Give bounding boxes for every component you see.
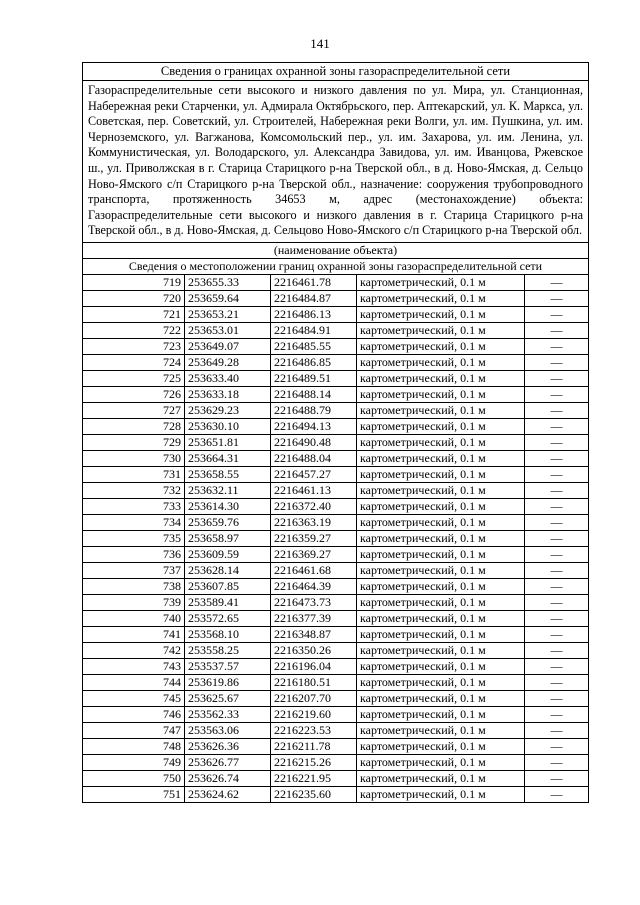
point-number-cell: 721 bbox=[83, 306, 185, 322]
x-coordinate-cell: 253568.10 bbox=[185, 626, 271, 642]
note-cell: — bbox=[525, 514, 589, 530]
table-row bbox=[83, 482, 589, 498]
x-coordinate-cell: 253607.85 bbox=[185, 578, 271, 594]
method-cell: картометрический, 0.1 м bbox=[357, 738, 525, 754]
point-number-cell: 725 bbox=[83, 370, 185, 386]
point-number-cell: 748 bbox=[83, 738, 185, 754]
point-number-cell: 719 bbox=[83, 274, 185, 290]
point-number-cell: 746 bbox=[83, 706, 185, 722]
x-coordinate-cell: 253626.36 bbox=[185, 738, 271, 754]
table-row bbox=[83, 402, 589, 418]
y-coordinate-cell: 2216488.79 bbox=[271, 402, 357, 418]
method-cell: картометрический, 0.1 м bbox=[357, 658, 525, 674]
point-number-cell: 730 bbox=[83, 450, 185, 466]
y-coordinate-cell: 2216377.39 bbox=[271, 610, 357, 626]
x-coordinate-cell: 253619.86 bbox=[185, 674, 271, 690]
x-coordinate-cell: 253630.10 bbox=[185, 418, 271, 434]
x-coordinate-cell: 253651.81 bbox=[185, 434, 271, 450]
point-number-cell: 734 bbox=[83, 514, 185, 530]
method-cell: картометрический, 0.1 м bbox=[357, 322, 525, 338]
x-coordinate-cell: 253609.59 bbox=[185, 546, 271, 562]
table-row bbox=[83, 594, 589, 610]
point-number-cell: 750 bbox=[83, 770, 185, 786]
method-cell: картометрический, 0.1 м bbox=[357, 274, 525, 290]
method-cell: картометрический, 0.1 м bbox=[357, 354, 525, 370]
x-coordinate-cell: 253633.18 bbox=[185, 386, 271, 402]
y-coordinate-cell: 2216211.78 bbox=[271, 738, 357, 754]
page-number: 141 bbox=[310, 36, 330, 51]
method-cell: картометрический, 0.1 м bbox=[357, 306, 525, 322]
y-coordinate-cell: 2216486.85 bbox=[271, 354, 357, 370]
boundary-table bbox=[82, 62, 589, 803]
table-row bbox=[83, 786, 589, 802]
method-cell: картометрический, 0.1 м bbox=[357, 722, 525, 738]
note-cell: — bbox=[525, 338, 589, 354]
y-coordinate-cell: 2216489.51 bbox=[271, 370, 357, 386]
y-coordinate-cell: 2216221.95 bbox=[271, 770, 357, 786]
note-cell: — bbox=[525, 578, 589, 594]
location-header: Сведения о местоположении границ охранной зоны газораспределительной сети bbox=[83, 258, 589, 274]
point-number-cell: 722 bbox=[83, 322, 185, 338]
x-coordinate-cell: 253572.65 bbox=[185, 610, 271, 626]
y-coordinate-cell: 2216461.13 bbox=[271, 482, 357, 498]
point-number-cell: 720 bbox=[83, 290, 185, 306]
point-number-cell: 741 bbox=[83, 626, 185, 642]
table-row bbox=[83, 322, 589, 338]
method-cell: картометрический, 0.1 м bbox=[357, 450, 525, 466]
table-row bbox=[83, 354, 589, 370]
x-coordinate-cell: 253653.01 bbox=[185, 322, 271, 338]
method-cell: картометрический, 0.1 м bbox=[357, 498, 525, 514]
table-row bbox=[83, 290, 589, 306]
note-cell: — bbox=[525, 498, 589, 514]
method-cell: картометрический, 0.1 м bbox=[357, 610, 525, 626]
table-row bbox=[83, 306, 589, 322]
point-number-cell: 731 bbox=[83, 466, 185, 482]
point-number-cell: 749 bbox=[83, 754, 185, 770]
note-cell: — bbox=[525, 386, 589, 402]
point-number-cell: 747 bbox=[83, 722, 185, 738]
note-cell: — bbox=[525, 738, 589, 754]
method-cell: картометрический, 0.1 м bbox=[357, 578, 525, 594]
note-cell: — bbox=[525, 754, 589, 770]
method-cell: картометрический, 0.1 м bbox=[357, 562, 525, 578]
x-coordinate-cell: 253649.07 bbox=[185, 338, 271, 354]
y-coordinate-cell: 2216215.26 bbox=[271, 754, 357, 770]
note-cell: — bbox=[525, 642, 589, 658]
table-row bbox=[83, 754, 589, 770]
point-number-cell: 726 bbox=[83, 386, 185, 402]
x-coordinate-cell: 253537.57 bbox=[185, 658, 271, 674]
x-coordinate-cell: 253653.21 bbox=[185, 306, 271, 322]
method-cell: картометрический, 0.1 м bbox=[357, 754, 525, 770]
note-cell: — bbox=[525, 658, 589, 674]
note-cell: — bbox=[525, 306, 589, 322]
object-caption-row bbox=[83, 242, 589, 258]
note-cell: — bbox=[525, 466, 589, 482]
table-row bbox=[83, 370, 589, 386]
method-cell: картометрический, 0.1 м bbox=[357, 530, 525, 546]
table-row bbox=[83, 562, 589, 578]
method-cell: картометрический, 0.1 м bbox=[357, 674, 525, 690]
y-coordinate-cell: 2216461.78 bbox=[271, 274, 357, 290]
point-number-cell: 743 bbox=[83, 658, 185, 674]
point-number-cell: 742 bbox=[83, 642, 185, 658]
x-coordinate-cell: 253659.76 bbox=[185, 514, 271, 530]
x-coordinate-cell: 253626.77 bbox=[185, 754, 271, 770]
table-row bbox=[83, 498, 589, 514]
point-number-cell: 751 bbox=[83, 786, 185, 802]
y-coordinate-cell: 2216484.87 bbox=[271, 290, 357, 306]
table-title: Сведения о границах охранной зоны газораспределительной сети bbox=[83, 63, 589, 81]
x-coordinate-cell: 253628.14 bbox=[185, 562, 271, 578]
note-cell: — bbox=[525, 562, 589, 578]
table-row bbox=[83, 610, 589, 626]
y-coordinate-cell: 2216490.48 bbox=[271, 434, 357, 450]
y-coordinate-cell: 2216180.51 bbox=[271, 674, 357, 690]
method-cell: картометрический, 0.1 м bbox=[357, 690, 525, 706]
y-coordinate-cell: 2216488.14 bbox=[271, 386, 357, 402]
point-number-cell: 727 bbox=[83, 402, 185, 418]
point-number-cell: 729 bbox=[83, 434, 185, 450]
point-number-cell: 723 bbox=[83, 338, 185, 354]
point-number-cell: 744 bbox=[83, 674, 185, 690]
y-coordinate-cell: 2216486.13 bbox=[271, 306, 357, 322]
method-cell: картометрический, 0.1 м bbox=[357, 466, 525, 482]
method-cell: картометрический, 0.1 м bbox=[357, 546, 525, 562]
table-row bbox=[83, 338, 589, 354]
note-cell: — bbox=[525, 786, 589, 802]
x-coordinate-cell: 253658.97 bbox=[185, 530, 271, 546]
table-row bbox=[83, 722, 589, 738]
table-title-row bbox=[83, 63, 589, 81]
table-row bbox=[83, 578, 589, 594]
x-coordinate-cell: 253664.31 bbox=[185, 450, 271, 466]
note-cell: — bbox=[525, 322, 589, 338]
y-coordinate-cell: 2216196.04 bbox=[271, 658, 357, 674]
x-coordinate-cell: 253614.30 bbox=[185, 498, 271, 514]
note-cell: — bbox=[525, 674, 589, 690]
table-row bbox=[83, 690, 589, 706]
table-row bbox=[83, 626, 589, 642]
x-coordinate-cell: 253589.41 bbox=[185, 594, 271, 610]
method-cell: картометрический, 0.1 м bbox=[357, 626, 525, 642]
y-coordinate-cell: 2216461.68 bbox=[271, 562, 357, 578]
object-description-row bbox=[83, 81, 589, 243]
method-cell: картометрический, 0.1 м bbox=[357, 594, 525, 610]
point-number-cell: 737 bbox=[83, 562, 185, 578]
method-cell: картометрический, 0.1 м bbox=[357, 434, 525, 450]
method-cell: картометрический, 0.1 м bbox=[357, 786, 525, 802]
point-number-cell: 733 bbox=[83, 498, 185, 514]
y-coordinate-cell: 2216372.40 bbox=[271, 498, 357, 514]
y-coordinate-cell: 2216348.87 bbox=[271, 626, 357, 642]
method-cell: картометрический, 0.1 м bbox=[357, 418, 525, 434]
note-cell: — bbox=[525, 418, 589, 434]
note-cell: — bbox=[525, 482, 589, 498]
table-row bbox=[83, 466, 589, 482]
x-coordinate-cell: 253625.67 bbox=[185, 690, 271, 706]
point-number-cell: 745 bbox=[83, 690, 185, 706]
y-coordinate-cell: 2216235.60 bbox=[271, 786, 357, 802]
y-coordinate-cell: 2216219.60 bbox=[271, 706, 357, 722]
note-cell: — bbox=[525, 610, 589, 626]
y-coordinate-cell: 2216457.27 bbox=[271, 466, 357, 482]
x-coordinate-cell: 253658.55 bbox=[185, 466, 271, 482]
table-row bbox=[83, 642, 589, 658]
note-cell: — bbox=[525, 402, 589, 418]
x-coordinate-cell: 253659.64 bbox=[185, 290, 271, 306]
x-coordinate-cell: 253655.33 bbox=[185, 274, 271, 290]
point-number-cell: 738 bbox=[83, 578, 185, 594]
y-coordinate-cell: 2216464.39 bbox=[271, 578, 357, 594]
x-coordinate-cell: 253624.62 bbox=[185, 786, 271, 802]
table-row bbox=[83, 706, 589, 722]
note-cell: — bbox=[525, 274, 589, 290]
point-number-cell: 739 bbox=[83, 594, 185, 610]
table-row bbox=[83, 658, 589, 674]
y-coordinate-cell: 2216485.55 bbox=[271, 338, 357, 354]
x-coordinate-cell: 253558.25 bbox=[185, 642, 271, 658]
y-coordinate-cell: 2216484.91 bbox=[271, 322, 357, 338]
y-coordinate-cell: 2216359.27 bbox=[271, 530, 357, 546]
method-cell: картометрический, 0.1 м bbox=[357, 386, 525, 402]
table-row bbox=[83, 386, 589, 402]
y-coordinate-cell: 2216207.70 bbox=[271, 690, 357, 706]
y-coordinate-cell: 2216473.73 bbox=[271, 594, 357, 610]
y-coordinate-cell: 2216488.04 bbox=[271, 450, 357, 466]
table-row bbox=[83, 738, 589, 754]
note-cell: — bbox=[525, 690, 589, 706]
method-cell: картометрический, 0.1 м bbox=[357, 706, 525, 722]
x-coordinate-cell: 253629.23 bbox=[185, 402, 271, 418]
point-number-cell: 736 bbox=[83, 546, 185, 562]
table-row bbox=[83, 770, 589, 786]
y-coordinate-cell: 2216350.26 bbox=[271, 642, 357, 658]
y-coordinate-cell: 2216494.13 bbox=[271, 418, 357, 434]
table-row bbox=[83, 514, 589, 530]
method-cell: картометрический, 0.1 м bbox=[357, 482, 525, 498]
note-cell: — bbox=[525, 626, 589, 642]
object-caption: (наименование объекта) bbox=[83, 242, 589, 258]
method-cell: картометрический, 0.1 м bbox=[357, 770, 525, 786]
note-cell: — bbox=[525, 354, 589, 370]
y-coordinate-cell: 2216363.19 bbox=[271, 514, 357, 530]
method-cell: картометрический, 0.1 м bbox=[357, 402, 525, 418]
note-cell: — bbox=[525, 594, 589, 610]
x-coordinate-cell: 253563.06 bbox=[185, 722, 271, 738]
y-coordinate-cell: 2216369.27 bbox=[271, 546, 357, 562]
point-number-cell: 740 bbox=[83, 610, 185, 626]
note-cell: — bbox=[525, 546, 589, 562]
table-row bbox=[83, 546, 589, 562]
note-cell: — bbox=[525, 706, 589, 722]
object-description: Газораспределительные сети высокого и низкого давления по ул. Мира, ул. Станционная, Набережная реки Старченки, ул. Адмирала Октябрьского, пер. Аптекарский, ул. К. Маркса, ул. Советская, пер. Советский, ул. Строителей, Набережная реки Волги, ул. им. Пушкина, ул. им. Черноземского, ул. Вагжанова, Комсомольский пер., ул. им. Захарова, ул. им. Ленина, ул. Коммунистическая, ул. Володарского, ул. Александра Завидова, ул. им. Иванцова, Ржевское ш., ул. Приволжская в г. Старица Старицкого р-на Тверской обл., в д. Ново-Ямская, д. Сельцо Ново-Ямского с/п Старицкого р-на Тверской обл., назначение: сооружения трубопроводного транспорта, протяженность 34653 м, адрес (местонахождение) объекта: Газораспределительные сети высокого и низкого давления в г. Старица Старицкого р-на Тверской обл., в д. Ново-Ямская, д. Сельцово Ново-Ямского с/п Старицкого р-на Тверской обл. bbox=[83, 81, 589, 243]
table-row bbox=[83, 450, 589, 466]
method-cell: картометрический, 0.1 м bbox=[357, 290, 525, 306]
y-coordinate-cell: 2216223.53 bbox=[271, 722, 357, 738]
note-cell: — bbox=[525, 722, 589, 738]
note-cell: — bbox=[525, 450, 589, 466]
point-number-cell: 735 bbox=[83, 530, 185, 546]
point-number-cell: 728 bbox=[83, 418, 185, 434]
table-row bbox=[83, 274, 589, 290]
x-coordinate-cell: 253649.28 bbox=[185, 354, 271, 370]
table-row bbox=[83, 530, 589, 546]
method-cell: картометрический, 0.1 м bbox=[357, 642, 525, 658]
method-cell: картометрический, 0.1 м bbox=[357, 370, 525, 386]
note-cell: — bbox=[525, 770, 589, 786]
table-row bbox=[83, 434, 589, 450]
point-number-cell: 732 bbox=[83, 482, 185, 498]
table-row bbox=[83, 674, 589, 690]
location-header-row bbox=[83, 258, 589, 274]
x-coordinate-cell: 253633.40 bbox=[185, 370, 271, 386]
x-coordinate-cell: 253632.11 bbox=[185, 482, 271, 498]
note-cell: — bbox=[525, 290, 589, 306]
x-coordinate-cell: 253626.74 bbox=[185, 770, 271, 786]
note-cell: — bbox=[525, 434, 589, 450]
table-row bbox=[83, 418, 589, 434]
x-coordinate-cell: 253562.33 bbox=[185, 706, 271, 722]
point-number-cell: 724 bbox=[83, 354, 185, 370]
note-cell: — bbox=[525, 370, 589, 386]
note-cell: — bbox=[525, 530, 589, 546]
method-cell: картометрический, 0.1 м bbox=[357, 514, 525, 530]
method-cell: картометрический, 0.1 м bbox=[357, 338, 525, 354]
